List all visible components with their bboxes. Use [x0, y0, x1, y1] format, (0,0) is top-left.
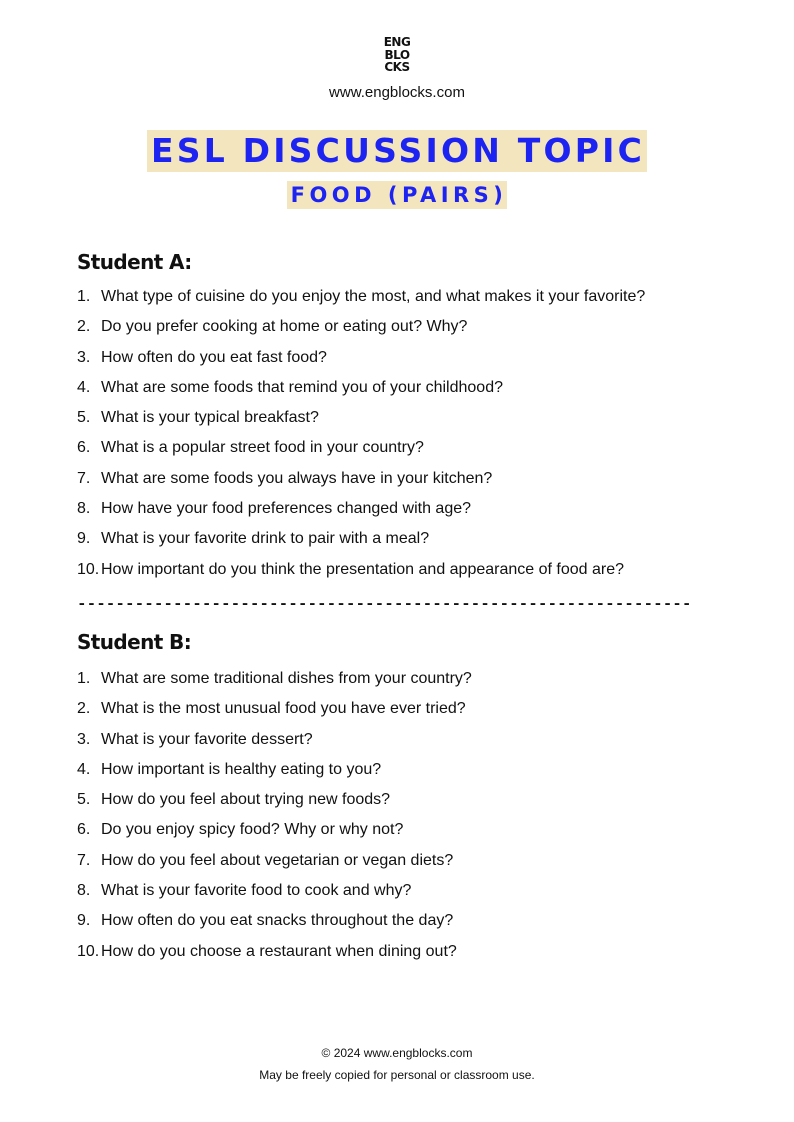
question-item — [77, 819, 757, 849]
question-item — [77, 377, 757, 407]
student-a-heading: Student A: — [77, 250, 192, 274]
question-item — [77, 729, 757, 759]
question-item — [77, 559, 757, 589]
question-text: Do you prefer cooking at home or eating out? Why? — [101, 318, 468, 336]
engblocks-logo — [0, 36, 794, 76]
question-item — [77, 468, 757, 498]
question-text: What are some traditional dishes from your country? — [101, 670, 472, 687]
question-text: What is your favorite dessert? — [101, 730, 313, 748]
question-number: 7. — [77, 469, 91, 487]
student-b-heading: Student B: — [77, 630, 192, 654]
question-number: 2. — [77, 318, 91, 336]
question-item — [77, 347, 757, 377]
question-item — [77, 316, 757, 346]
question-number: 1. — [77, 288, 91, 305]
footer-copyright: © 2024 www.engblocks.com — [321, 1046, 473, 1060]
question-text: How have your food preferences changed with age? — [101, 500, 472, 518]
question-number: 6. — [77, 439, 91, 457]
question-text: What is your typical breakfast? — [101, 409, 319, 427]
logo-line-2: BLO — [384, 47, 410, 62]
question-number: 3. — [77, 348, 91, 366]
question-text: What is your favorite food to cook and why? — [101, 882, 412, 900]
question-text: Do you enjoy spicy food? Why or why not? — [101, 821, 404, 839]
question-item — [77, 759, 757, 789]
question-number: 9. — [77, 912, 91, 930]
question-number: 4. — [77, 760, 91, 778]
question-number: 7. — [77, 851, 91, 869]
question-item — [77, 850, 757, 880]
footer-license: May be freely copied for personal or classroom use. — [259, 1068, 535, 1082]
question-item — [77, 528, 757, 558]
question-item — [77, 880, 757, 910]
question-number: 3. — [77, 730, 91, 748]
question-number: 10. — [77, 560, 100, 578]
student-a-question-list — [77, 286, 757, 589]
question-text: How often do you eat snacks throughout the day? — [101, 912, 454, 930]
section-divider: ---------------------------------------------------------------- — [77, 595, 692, 613]
question-number: 5. — [77, 791, 91, 809]
question-text: What type of cuisine do you enjoy the most, and what makes it your favorite? — [101, 288, 646, 305]
question-number: 5. — [77, 409, 91, 427]
question-text: How do you choose a restaurant when dining out? — [101, 942, 457, 960]
question-number: 10. — [77, 942, 100, 960]
question-item — [77, 437, 757, 467]
question-text: How do you feel about vegetarian or vegan diets? — [101, 851, 454, 869]
page-title: ESL DISCUSSION TOPIC — [147, 130, 647, 172]
question-item — [77, 789, 757, 819]
site-url: www.engblocks.com — [329, 84, 465, 101]
question-item — [77, 498, 757, 528]
question-number: 6. — [77, 821, 91, 839]
logo-line-1: ENG — [383, 35, 411, 49]
question-text: What are some foods you always have in your kitchen? — [101, 469, 493, 487]
question-item — [77, 407, 757, 437]
student-b-question-list — [77, 668, 757, 971]
logo-line-3: CKS — [384, 60, 410, 74]
question-text: How often do you eat fast food? — [101, 348, 327, 366]
question-number: 4. — [77, 378, 91, 396]
question-item — [77, 698, 757, 728]
question-number: 8. — [77, 882, 91, 900]
question-text: What is your favorite drink to pair with a meal? — [101, 530, 430, 548]
question-text: What is a popular street food in your country? — [101, 439, 424, 457]
question-number: 2. — [77, 700, 91, 718]
page-subtitle: FOOD (PAIRS) — [287, 181, 508, 209]
question-text: How do you feel about trying new foods? — [101, 791, 391, 809]
question-text: What is the most unusual food you have ever tried? — [101, 700, 466, 718]
question-item — [77, 910, 757, 940]
question-number: 9. — [77, 530, 91, 548]
question-item — [77, 941, 757, 971]
question-text: What are some foods that remind you of your childhood? — [101, 378, 503, 396]
question-item — [77, 286, 757, 316]
question-item — [77, 668, 757, 698]
question-text: How important is healthy eating to you? — [101, 760, 382, 778]
question-number: 1. — [77, 670, 91, 687]
question-number: 8. — [77, 500, 91, 518]
question-text: How important do you think the presentation and appearance of food are? — [101, 560, 625, 578]
